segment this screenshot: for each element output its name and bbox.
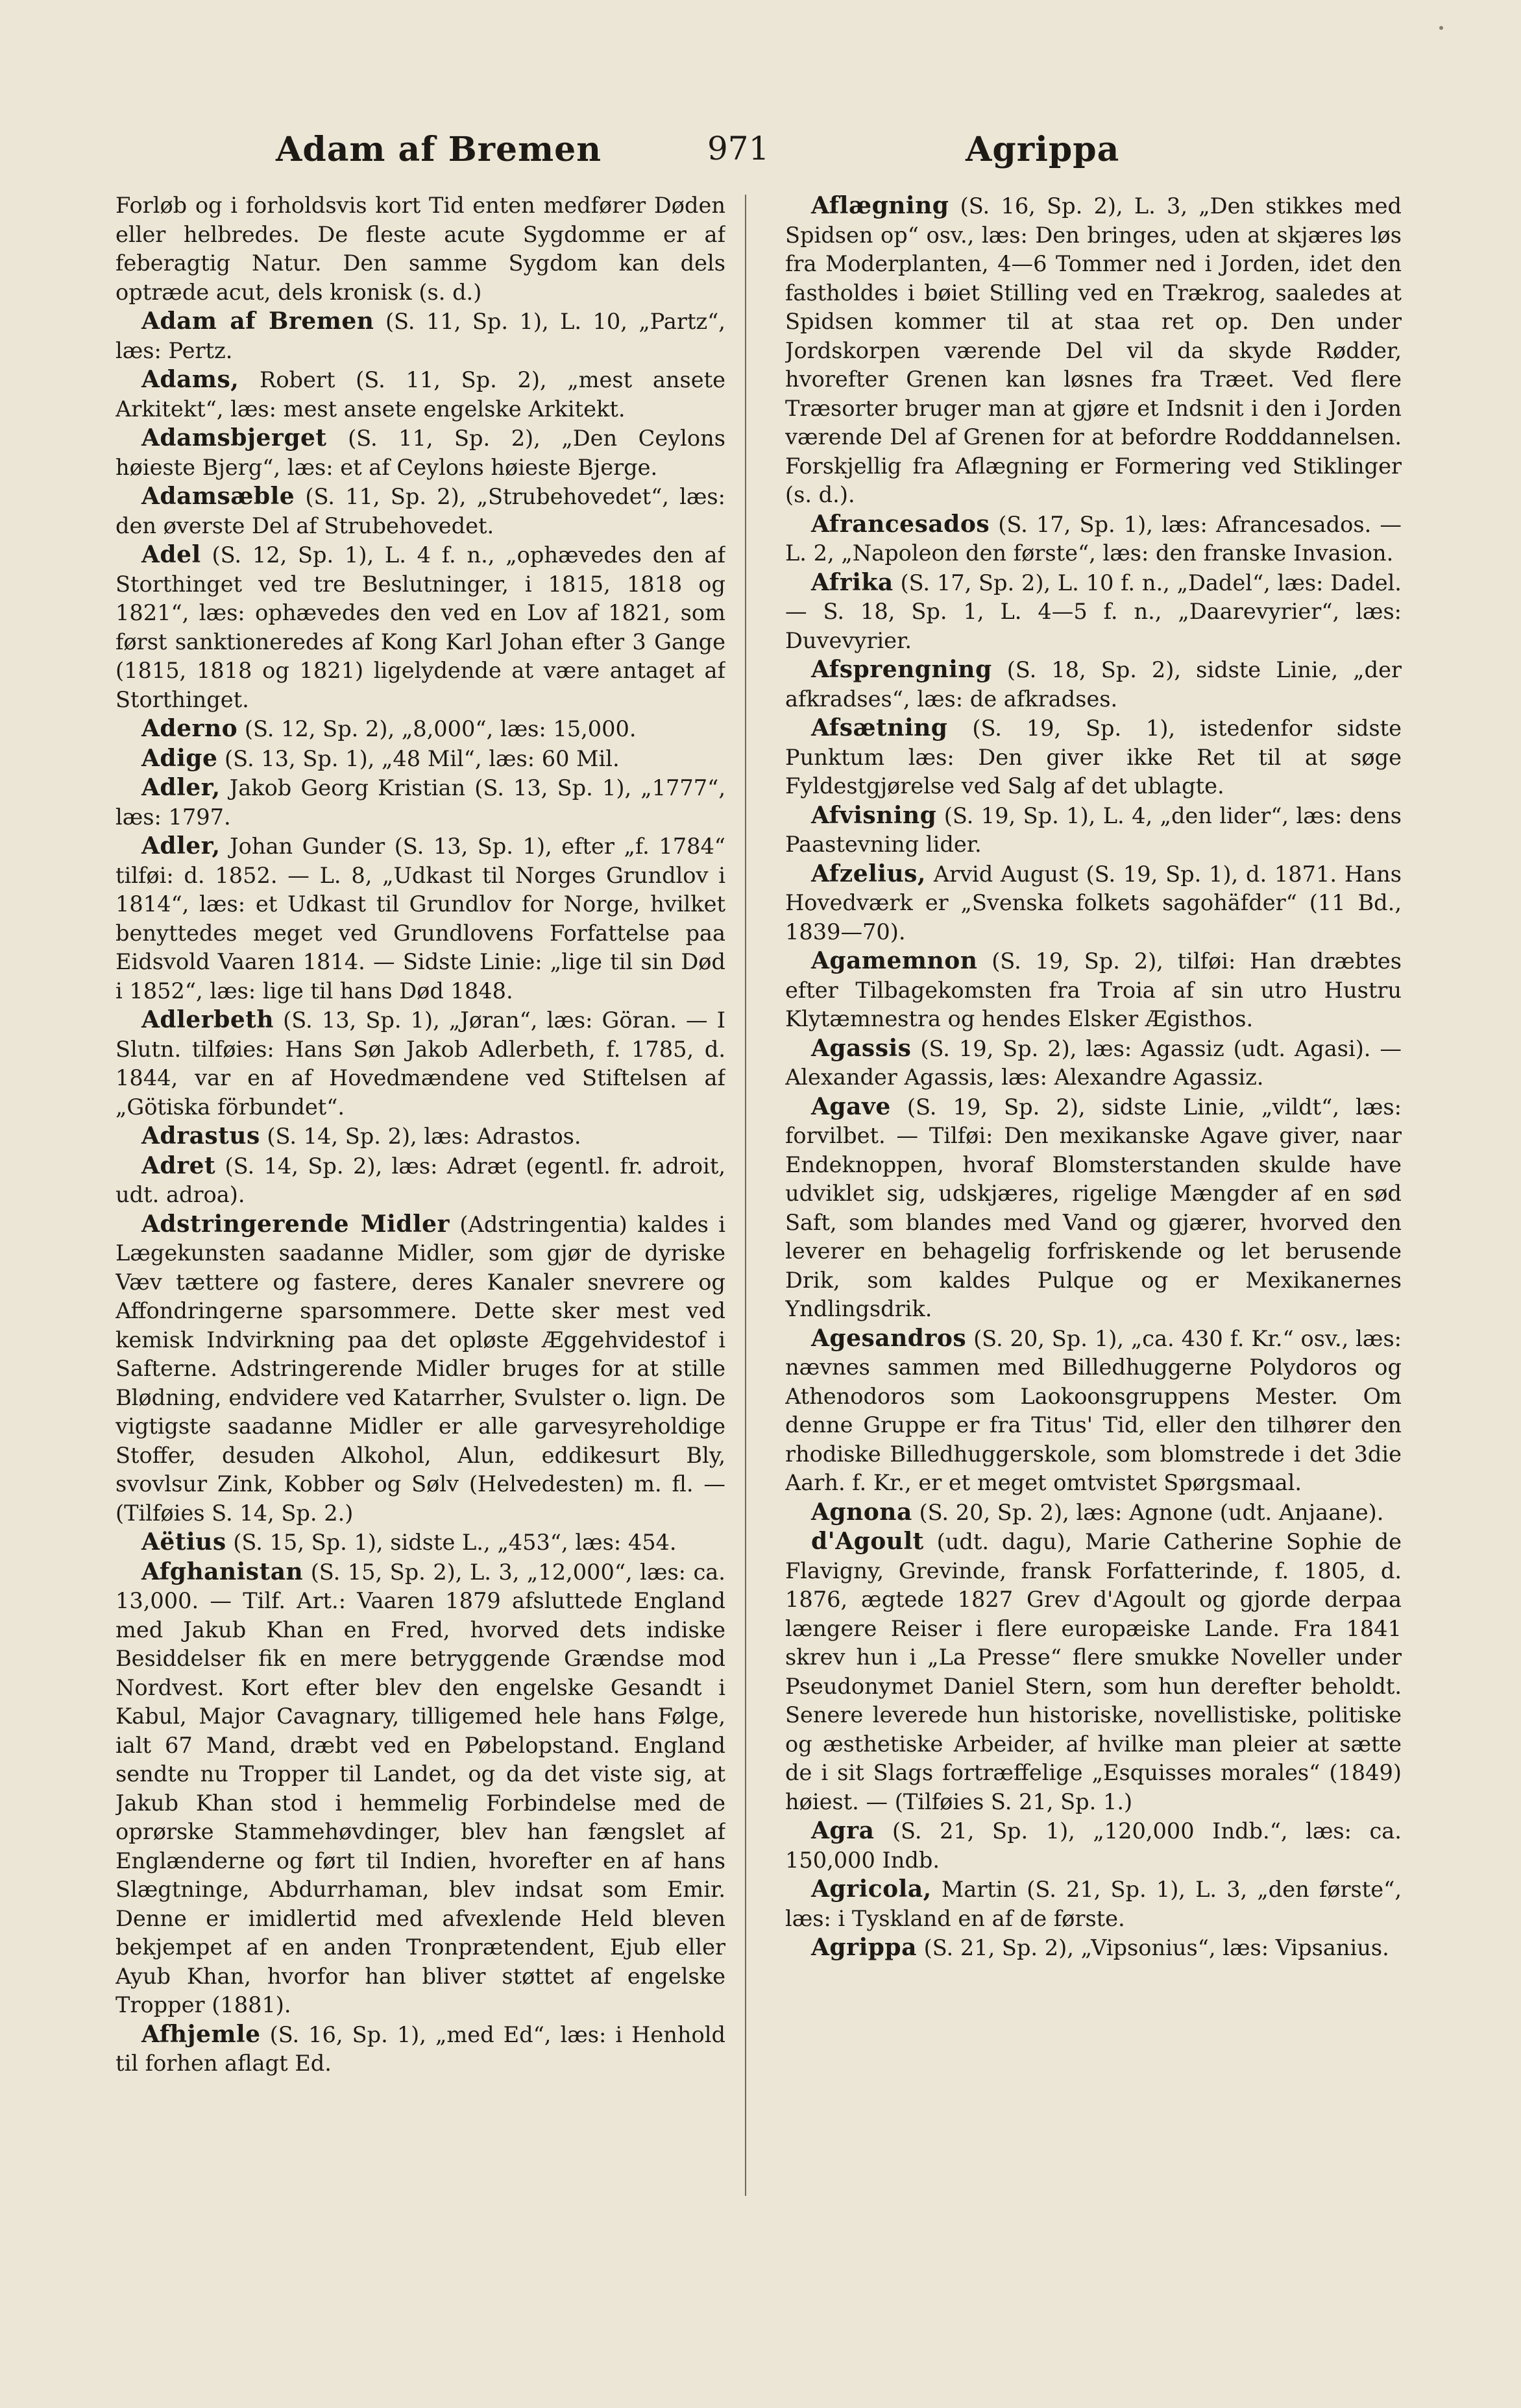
header-right-catchword: Agrippa (966, 130, 1120, 169)
entry-headword: Agave (811, 1092, 891, 1120)
entry-headword: Adret (141, 1151, 216, 1179)
dictionary-entry (116, 2020, 725, 2078)
entry-headword: Adams, (141, 366, 239, 393)
header-left-catchword: Adam af Bremen (276, 130, 602, 169)
entry-text: (S. 17, Sp. 1), læs: Afrancesados. — L. 2, „Napoleon den første“, læs: den franske Invasion. (785, 511, 1402, 566)
entry-headword: Afvisning (811, 801, 937, 829)
entry-text: (S. 11, Sp. 2), „Den Ceylons høieste Bjerg“, læs: et af Ceylons høieste Bjerge. (116, 426, 725, 480)
entry-headword: Afhjemle (141, 2020, 261, 2048)
entry-text: Forløb og i forholdsvis kort Tid enten medfører Døden eller helbredes. De fleste acute Sygdomme er af feberagtig Natur. Den samme Sygdom kan dels optræde acut, dels kronisk (s. d.) (116, 193, 725, 305)
entry-headword: Adler, (141, 832, 221, 860)
page-header (114, 121, 1136, 173)
entry-text: (S. 12, Sp. 1), L. 4 f. n., „ophævedes den af Storthinget ved tre Beslutninger, i 1815, 1818 og 1821“, læs: ophævedes den ved en Lov af 1821, som først sanktioneredes af Kong Karl Johan efter 3 Gange (1815, 1818 og 1821) ligelydende at være antaget af Storthinget. (116, 542, 725, 712)
entry-headword: Adel (141, 541, 201, 568)
entry-text: (S. 19, Sp. 1), istedenfor sidste Punktum læs: Den giver ikke Ret til at søge Fyldestgjørelse ved Salg af det ublagte. (785, 716, 1402, 799)
entry-text: Martin (S. 21, Sp. 1), L. 3, „den første“, læs: i Tyskland en af de første. (785, 1877, 1402, 1931)
dictionary-entry (116, 1528, 725, 1558)
dictionary-entry (785, 1816, 1402, 1875)
dictionary-entry (116, 540, 725, 714)
entry-headword: Agra (811, 1817, 875, 1844)
entry-text: (S. 19, Sp. 2), sidste Linie, „vildt“, læs: forvilbet. — Tilføi: Den mexikanske Agave giver, naar Endeknoppen, hvoraf Blomsterstanden skulde have udviklet sig, udskjæres, rigelige Mængder af en sød Saft, som blandes med Vand og gjærer, hvorved den leverer en behagelig forfriskende og let berusende Drik, som kaldes Pulque og er Mexikanernes Yndlingsdrik. (785, 1094, 1402, 1321)
entry-headword: Adler, (141, 774, 221, 801)
entry-text: (S. 15, Sp. 1), sidste L., „453“, læs: 454. (233, 1530, 677, 1555)
left-column (116, 191, 725, 2215)
dictionary-entry (785, 510, 1402, 568)
entry-text: (S. 11, Sp. 1), L. 10, „Partz“, læs: Pertz. (116, 309, 725, 363)
entry-text: (S. 13, Sp. 1), „Jøran“, læs: Göran. — I Slutn. tilføies: Hans Søn Jakob Adlerbeth, f. 1785, d. 1844, var en af Hovedmændene ved Stiftelsen af „Götiska förbundet“. (116, 1007, 725, 1120)
entry-text: (S. 17, Sp. 2), L. 10 f. n., „Dadel“, læs: Dadel. — S. 18, Sp. 1, L. 4—5 f. n., „Daarevyrier“, læs: Duvevyrier. (785, 570, 1402, 653)
dictionary-entry (116, 191, 725, 307)
entry-text: (S. 15, Sp. 2), L. 3, „12,000“, læs: ca. 13,000. — Tilf. Art.: Vaaren 1879 afsluttede England med Jakub Khan en Fred, hvorved dets indiske Besiddelser fik en mere betryggende Grændse mod Nordvest. Kort efter blev den engelske Gesandt i Kabul, Major Cavagnary, tilligemed hele hans Følge, ialt 67 Mand, dræbt ved en Pøbelopstand. England sendte nu Tropper til Landet, og da det viste sig, at Jakub Khan stod i hemmelig Forbindelse med de oprørske Stammehøvdinger, blev han fængslet af Englænderne og ført til Indien, hvorefter en af hans Slægtninge, Abdurrhaman, blev indsat som Emir. Denne er imidlertid med afvexlende Held bleven bekjempet af en anden Tronprætendent, Ejub eller Ayub Khan, hvorfor han bliver støttet af engelske Tropper (1881). (116, 1559, 725, 2017)
entry-text: Johan Gunder (S. 13, Sp. 1), efter „f. 1784“ tilføi: d. 1852. — L. 8, „Udkast til Norges Grundlov i 1814“, læs: et Udkast til Grundlov for Norge, hvilket benyttedes meget ved Grundlovens Forfattelse paa Eidsvold Vaaren 1814. — Sidste Linie: „lige til sin Død i 1852“, læs: lige til hans Død 1848. (116, 834, 725, 1004)
dictionary-entry (785, 1092, 1402, 1324)
entry-headword: Adstringerende Midler (141, 1210, 450, 1238)
dictionary-entry (116, 365, 725, 424)
dictionary-entry (116, 744, 725, 774)
entry-text: (S. 21, Sp. 1), „120,000 Indb.“, læs: ca. 150,000 Indb. (785, 1818, 1402, 1873)
entry-text: (S. 16, Sp. 2), L. 3, „Den stikkes med Spidsen op“ osv., læs: Den bringes, uden at skjæres løs fra Moderplanten, 4—6 Tommer ned i Jorden, idet den fastholdes i bøiet Stilling ved en Trækrog, saaledes at Spidsen kommer til at staa ret op. Den under Jordskorpen værende Del vil da skyde Rødder, hvorefter Grenen kan løsnes fra Træet. Ved flere Træsorter bruger man at gjøre et Indsnit i den i Jorden værende Del af Grenen for at befordre Rodddannelsen. Forskjellig fra Aflægning er Formering ved Stiklinger (s. d.). (785, 193, 1402, 507)
entry-headword: d'Agoult (811, 1528, 924, 1555)
dictionary-entry (785, 860, 1402, 947)
entry-headword: Aflægning (811, 192, 949, 219)
dictionary-entry (116, 1558, 725, 2020)
entry-headword: Afsætning (811, 714, 948, 741)
entry-headword: Adamsbjerget (141, 424, 327, 451)
entry-text: (Adstringentia) kaldes i Lægekunsten saadanne Midler, som gjør de dyriske Væv tættere og fastere, deres Kanaler snevrere og Affondringerne sparsommere. Dette sker mest ved kemisk Indvirkning paa det opløste Æggehvidestof i Safterne. Adstringerende Midler bruges for at stille Blødning, endvidere ved Katarrher, Svulster o. lign. De vigtigste saadanne Midler er alle garvesyreholdige Stoffer, desuden Alkohol, Alun, eddikesurt Bly, svovlsur Zink, Kobber og Sølv (Helvedesten) m. fl. — (Tilføies S. 14, Sp. 2.) (116, 1211, 725, 1526)
entry-text: (udt. dagu), Marie Catherine Sophie de Flavigny, Grevinde, fransk Forfatterinde, f. 1805, d. 1876, ægtede 1827 Grev d'Agoult og gjorde derpaa længere Reiser i flere europæiske Lande. Fra 1841 skrev hun i „La Presse“ flere smukke Noveller under Pseudonymet Daniel Stern, som hun derefter beholdt. Senere leverede hun historiske, novellistiske, politiske og æsthetiske Arbeider, af hvilke man pleier at sætte de i sit Slags fortræffelige „Esquisses morales“ (1849) høiest. — (Tilføies S. 21, Sp. 1.) (785, 1529, 1402, 1814)
dictionary-entry (785, 1498, 1402, 1528)
dictionary-entry (116, 1122, 725, 1151)
entry-headword: Aëtius (141, 1528, 226, 1556)
entry-headword: Adige (141, 744, 218, 772)
dictionary-entry (785, 568, 1402, 656)
entry-text: (S. 14, Sp. 2), læs: Adrastos. (267, 1124, 581, 1149)
entry-text: (S. 21, Sp. 2), „Vipsonius“, læs: Vipsanius. (923, 1935, 1389, 1960)
entry-text: Robert (S. 11, Sp. 2), „mest ansete Arkitekt“, læs: mest ansete engelske Arkitekt. (116, 367, 725, 422)
entry-headword: Adam af Bremen (141, 307, 374, 335)
entry-headword: Adrastus (141, 1122, 260, 1150)
dictionary-entry (116, 714, 725, 744)
dictionary-entry (785, 714, 1402, 801)
paper-speck (1439, 26, 1443, 30)
page-number: 971 (707, 130, 770, 167)
dictionary-entry (785, 655, 1402, 714)
entry-text: (S. 19, Sp. 2), tilføi: Han dræbtes efter Tilbagekomsten fra Troia af sin utro Hustru Klytæmnestra og hendes Elsker Ægisthos. (785, 948, 1402, 1031)
dictionary-entry (116, 1151, 725, 1210)
dictionary-entry (116, 307, 725, 365)
entry-text: (S. 19, Sp. 2), læs: Agassiz (udt. Agasi). — Alexander Agassis, læs: Alexandre Agassiz. (785, 1035, 1402, 1090)
entry-text: Jakob Georg Kristian (S. 13, Sp. 1), „1777“, læs: 1797. (116, 775, 725, 830)
column-divider (745, 195, 746, 2196)
entry-text: (S. 13, Sp. 1), „48 Mil“, læs: 60 Mil. (225, 745, 620, 771)
entry-headword: Agamemnon (811, 947, 978, 974)
entry-headword: Agesandros (811, 1324, 967, 1352)
entry-headword: Agricola, (811, 1875, 932, 1903)
entry-headword: Afghanistan (141, 1558, 304, 1585)
dictionary-entry (116, 1210, 725, 1528)
dictionary-entry (785, 1324, 1402, 1498)
entry-headword: Afzelius, (811, 860, 926, 887)
entry-text: (S. 14, Sp. 2), læs: Adræt (egentl. fr. adroit, udt. adroa). (116, 1153, 725, 1207)
dictionary-entry (116, 424, 725, 482)
dictionary-entry (116, 832, 725, 1005)
entry-headword: Aderno (141, 715, 238, 742)
dictionary-entry (785, 801, 1402, 860)
dictionary-entry (785, 1875, 1402, 1933)
entry-headword: Afrancesados (811, 510, 990, 538)
entry-headword: Afrika (811, 568, 894, 596)
dictionary-entry (785, 1034, 1402, 1092)
entry-headword: Agnona (811, 1498, 912, 1526)
entry-text: (S. 11, Sp. 2), „Strubehovedet“, læs: den øverste Del af Strubehovedet. (116, 484, 725, 538)
dictionary-entry (785, 1933, 1402, 1963)
dictionary-entry (116, 773, 725, 832)
entry-headword: Adamsæble (141, 483, 295, 510)
dictionary-entry (785, 1527, 1402, 1816)
entry-text: (S. 12, Sp. 2), „8,000“, læs: 15,000. (244, 716, 637, 741)
dictionary-entry (116, 482, 725, 540)
entry-text: (S. 19, Sp. 1), L. 4, „den lider“, læs: dens Paastevning lider. (785, 802, 1402, 857)
entry-headword: Adlerbeth (141, 1006, 274, 1033)
entry-text: (S. 20, Sp. 2), læs: Agnone (udt. Anjaane). (919, 1499, 1384, 1525)
right-column (785, 191, 1402, 2215)
entry-text: (S. 20, Sp. 1), „ca. 430 f. Kr.“ osv., læs: nævnes sammen med Billedhuggerne Polydoros og Athenodoros som Laokoonsgruppens Mester. Om denne Gruppe er fra Titus' Tid, eller den tilhører den rhodiske Billedhuggerskole, som blomstrede i det 3die Aarh. f. Kr., er et meget omtvistet Spørgsmaal. (785, 1325, 1402, 1495)
entry-text: Arvid August (S. 19, Sp. 1), d. 1871. Hans Hovedværk er „Svenska folkets sagohäfder“ (11 Bd., 1839—70). (785, 861, 1402, 945)
entry-text: (S. 18, Sp. 2), sidste Linie, „der afkradses“, læs: de afkradses. (785, 657, 1402, 712)
dictionary-entry (785, 946, 1402, 1034)
dictionary-entry (116, 1005, 725, 1122)
entry-headword: Agassis (811, 1034, 912, 1062)
entry-text: (S. 16, Sp. 1), „med Ed“, læs: i Henhold til forhen aflagt Ed. (116, 2021, 725, 2076)
dictionary-entry (785, 191, 1402, 510)
entry-headword: Agrippa (811, 1934, 917, 1961)
entry-headword: Afsprengning (811, 656, 992, 683)
